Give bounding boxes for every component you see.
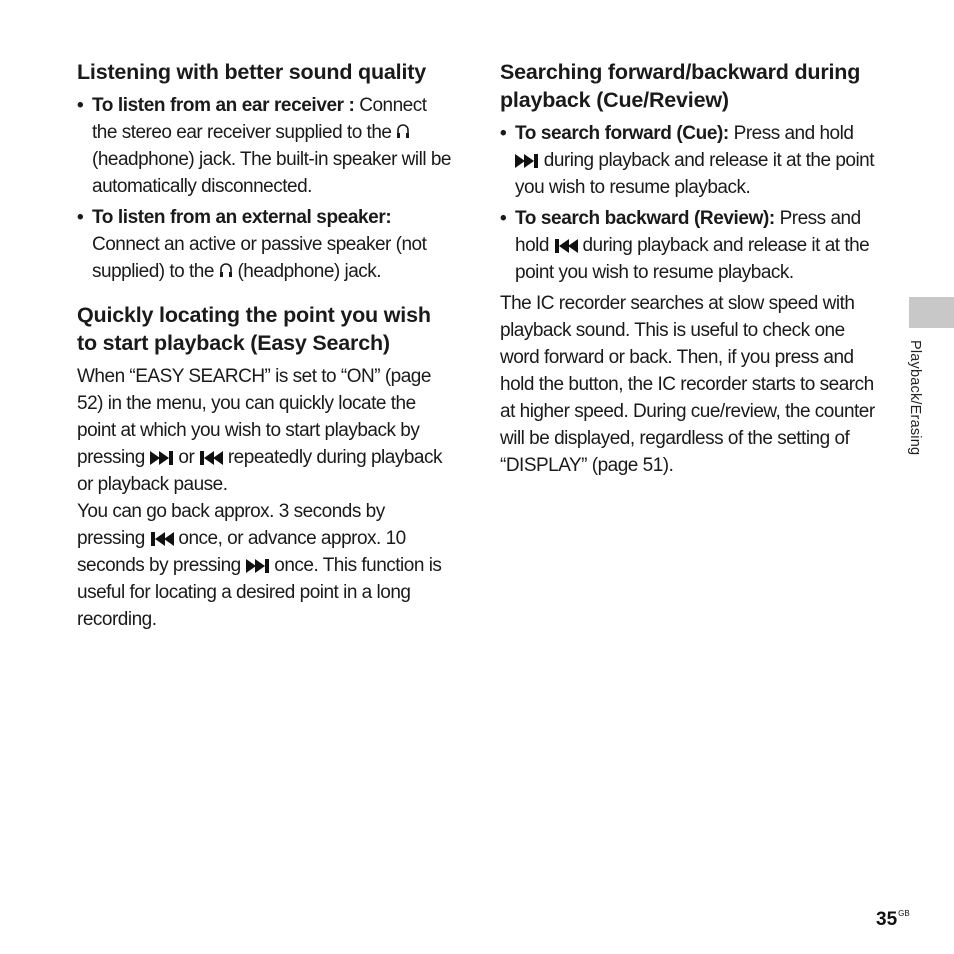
body-text: once, or advance approx. 10 seconds by pressing <box>77 528 406 576</box>
page-number-value: 35 <box>876 909 898 930</box>
next-track-icon <box>515 154 539 168</box>
list-item <box>77 92 455 200</box>
headphone-icon <box>396 122 410 140</box>
chapter-tab-marker <box>909 297 954 328</box>
bullet-text: during playback and release it at the point you wish to resume playback. <box>515 235 870 283</box>
body-text: When “EASY SEARCH” is set to “ON” (page 52) in the menu, you can quickly locate the point at which you wish to start playback by pressing <box>77 366 431 468</box>
bullet: • <box>500 123 507 144</box>
section-title-cue-review: Searching forward/backward during playback (Cue/Review) <box>500 60 861 112</box>
list-item <box>500 120 878 201</box>
bullet-lead-cue: To search forward (Cue): <box>515 123 729 144</box>
bullet-text: Press and hold <box>733 123 854 144</box>
bullet-text: Connect an active or passive speaker (not supplied) to the <box>92 234 427 282</box>
chapter-side-label <box>905 340 925 490</box>
section-title-better-sound: Listening with better sound quality <box>77 60 426 84</box>
list-item <box>77 204 455 285</box>
bullet-lead-review: To search backward (Review): <box>515 208 775 229</box>
ear-receiver-list <box>77 92 455 285</box>
bullet: • <box>500 208 507 229</box>
body-text: You can go back approx. 3 seconds by pressing <box>77 501 385 549</box>
bullet-text: Connect the stereo ear receiver supplied to the <box>92 95 427 143</box>
prev-track-icon <box>150 532 174 546</box>
page-number <box>876 909 910 931</box>
bullet-text: Press and hold <box>515 208 861 256</box>
next-track-icon <box>246 559 270 573</box>
prev-track-icon <box>199 451 223 465</box>
body-text: repeatedly during playback or playback pause. <box>77 447 442 495</box>
bullet-text: during playback and release it at the point you wish to resume playback. <box>515 150 875 198</box>
bullet: • <box>77 207 84 228</box>
list-item <box>500 205 878 286</box>
bullet: • <box>77 95 84 116</box>
next-track-icon <box>150 451 174 465</box>
prev-track-icon <box>554 239 578 253</box>
bullet-text: (headphone) jack. The built-in speaker will be automatically disconnected. <box>92 149 451 197</box>
body-text: once. This function is useful for locating a desired point in a long recording. <box>77 555 442 630</box>
headphone-icon <box>219 261 233 279</box>
bullet-text: (headphone) jack. <box>237 261 382 282</box>
easy-search-paragraph-1 <box>77 363 455 498</box>
section-title-easy-search: Quickly locating the point you wish to start playback (Easy Search) <box>77 303 431 355</box>
chapter-label-text: Playback/Erasing <box>907 340 923 456</box>
left-column <box>77 58 455 633</box>
cue-review-paragraph: The IC recorder searches at slow speed with playback sound. This is useful to check one word forward or back. Then, if you press and hold the button, the IC recorder starts to search at higher speed. During cue/review, the counter will be displayed, regardless of the setting of “DISPLAY” (page 51). <box>500 293 875 476</box>
bullet-lead-ear-receiver: To listen from an ear receiver : <box>92 95 355 116</box>
page-number-suffix: GB <box>898 909 910 918</box>
right-column <box>500 58 878 479</box>
body-text: or <box>178 447 195 468</box>
bullet-lead-external-speaker: To listen from an external speaker: <box>92 207 392 228</box>
cue-review-list <box>500 120 878 286</box>
easy-search-paragraph-2 <box>77 498 455 633</box>
